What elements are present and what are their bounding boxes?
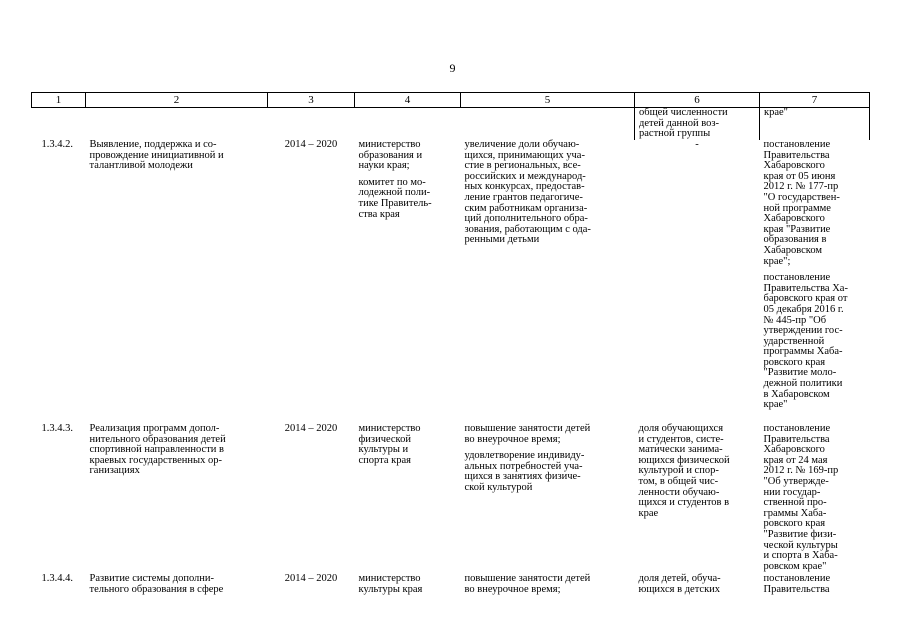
table-row xyxy=(32,574,870,604)
item-number: 1.3.4.4. xyxy=(41,573,73,584)
text-line: "Развитие физи- xyxy=(763,528,837,540)
text-line: культуры края xyxy=(358,583,423,595)
text-line: ющихся в детских xyxy=(638,583,721,595)
period: 2014 – 2020 xyxy=(284,139,338,150)
text-line: щихся и студентов в xyxy=(638,497,730,509)
item-number: 1.3.4.3. xyxy=(41,423,73,434)
text-line: повышение занятости детей xyxy=(464,423,591,434)
text-line: ровского края xyxy=(763,356,826,368)
text-line: постановление xyxy=(763,423,831,434)
indicator xyxy=(635,574,760,604)
text-line: края "Развитие xyxy=(763,223,831,235)
header-col-7: 7 xyxy=(760,93,870,108)
text-line: увеличение доли обучаю- xyxy=(464,139,580,150)
text-line: ударственной xyxy=(763,335,825,347)
program-table xyxy=(31,92,870,604)
text-line: общей численности xyxy=(639,107,728,118)
text-line: талантливой молодежи xyxy=(89,160,193,172)
text-line: "О государствен- xyxy=(763,191,840,203)
text-line: комитет по мо- xyxy=(358,176,426,188)
text-line: ровском крае" xyxy=(763,560,827,572)
text-line: ций дополнительного обра- xyxy=(464,213,588,225)
item-number: 1.3.4.2. xyxy=(41,139,73,150)
text-line: Правительства xyxy=(763,583,830,595)
text-line: щихся, принимающих уча- xyxy=(464,149,585,161)
text-line: доля детей, обуча- xyxy=(638,573,721,584)
text-line: министерство xyxy=(358,139,421,150)
continuation-basis xyxy=(760,108,870,141)
header-col-3: 3 xyxy=(268,93,355,108)
text-line: ганизациях xyxy=(89,465,140,477)
text-line: физической xyxy=(358,433,411,445)
text-line: крае" xyxy=(764,107,788,118)
text-line: постановление xyxy=(763,573,831,584)
header-col-6: 6 xyxy=(635,93,760,108)
text-line: ской культурой xyxy=(464,481,533,493)
text-line: граммы Хаба- xyxy=(763,507,827,519)
text-line: края от 05 июня xyxy=(763,170,836,182)
text-line: ленности обучаю- xyxy=(638,486,720,498)
text-line: и спорта в Хаба- xyxy=(763,550,838,562)
text-line: постановление xyxy=(763,272,831,284)
table-row xyxy=(32,424,870,574)
text-line: дежной политики xyxy=(763,378,843,390)
text-line: доля обучающихся xyxy=(638,423,724,434)
text-line: Хабаровского xyxy=(763,444,825,456)
text-line: программы Хаба- xyxy=(763,346,843,358)
expected-result xyxy=(461,574,635,604)
text-line: образования в xyxy=(763,234,827,246)
indicator xyxy=(635,140,760,424)
continuation-indicator xyxy=(635,108,760,141)
executor xyxy=(355,140,461,424)
header-col-5: 5 xyxy=(461,93,635,108)
text-line: "Об утвержде- xyxy=(763,475,829,487)
text-line: альных потребностей уча- xyxy=(464,460,583,472)
page-number: 9 xyxy=(449,61,456,75)
text-line: ровского края xyxy=(763,518,826,530)
legal-basis xyxy=(760,574,870,604)
measure-name xyxy=(86,424,268,574)
text-line: ных конкурсах, предостав- xyxy=(464,181,585,193)
measure-name xyxy=(86,140,268,424)
text-line: утверждении гос- xyxy=(763,325,843,337)
text-line: - xyxy=(695,139,699,150)
text-line: Реализация программ допол- xyxy=(89,423,220,434)
text-line: Хабаровского xyxy=(763,213,825,225)
text-line: Хабаровского xyxy=(763,160,825,172)
text-line: матически занима- xyxy=(638,444,723,456)
text-line: зования, работающим с ода- xyxy=(464,223,591,235)
text-line: Правительства xyxy=(763,149,830,161)
text-line: ственной про- xyxy=(763,497,827,509)
text-line: щихся в занятиях физиче- xyxy=(464,471,581,483)
text-line: ренными детьми xyxy=(464,234,540,246)
header-col-2: 2 xyxy=(86,93,268,108)
text-line: растной группы xyxy=(639,128,711,140)
legal-basis xyxy=(760,140,870,424)
text-line: краевых государственных ор- xyxy=(89,454,222,466)
text-line: Выявление, поддержка и со- xyxy=(89,139,217,150)
text-line: ющихся физической xyxy=(638,454,730,466)
executor xyxy=(355,574,461,604)
table-row xyxy=(32,140,870,424)
text-line: Правительства xyxy=(763,433,830,445)
text-line: детей данной воз- xyxy=(639,117,720,129)
period: 2014 – 2020 xyxy=(284,423,338,434)
text-line: том, в общей чис- xyxy=(638,475,719,487)
executor xyxy=(355,424,461,574)
text-line: Правительства Ха- xyxy=(763,282,848,294)
text-line: образования и xyxy=(358,149,423,161)
text-line: ной программе xyxy=(763,202,831,214)
legal-basis xyxy=(760,424,870,574)
text-line: крае xyxy=(638,507,659,519)
text-line: спорта края xyxy=(358,454,411,466)
expected-result xyxy=(461,424,635,574)
header-col-1: 1 xyxy=(32,93,86,108)
period: 2014 – 2020 xyxy=(284,573,338,584)
text-line: науки края; xyxy=(358,160,410,172)
text-line: лодежной поли- xyxy=(358,187,431,199)
text-line: постановление xyxy=(763,139,831,150)
text-line: тельного образования в сфере xyxy=(89,583,224,595)
text-line: во внеурочное время; xyxy=(464,583,561,595)
text-line: № 445-пр "Об xyxy=(763,314,827,326)
text-line: министерство xyxy=(358,423,421,434)
expected-result xyxy=(461,140,635,424)
text-line: в Хабаровском xyxy=(763,388,830,400)
text-line: культурой и спор- xyxy=(638,465,719,477)
text-line: 2012 г. № 169-пр xyxy=(763,465,839,477)
measure-name xyxy=(86,574,268,604)
text-line: стие в региональных, все- xyxy=(464,160,581,172)
text-line: провождение инициативной и xyxy=(89,149,224,161)
text-line: во внеурочное время; xyxy=(464,433,561,445)
text-line: 2012 г. № 177-пр xyxy=(763,181,839,193)
text-line: ческой культуры xyxy=(763,539,838,551)
text-line: министерство xyxy=(358,573,421,584)
text-line: повышение занятости детей xyxy=(464,573,591,584)
text-line: удовлетворение индивиду- xyxy=(464,450,585,462)
text-line: и студентов, систе- xyxy=(638,433,724,445)
text-line: 05 декабря 2016 г. xyxy=(763,303,844,315)
text-line: края от 24 мая xyxy=(763,454,828,466)
text-line: спортивной направленности в xyxy=(89,444,225,456)
header-col-4: 4 xyxy=(355,93,461,108)
text-line: ление грантов педагогиче- xyxy=(464,191,583,203)
text-line: ства края xyxy=(358,208,400,220)
text-line: ским работникам организа- xyxy=(464,202,588,214)
indicator xyxy=(635,424,760,574)
text-line: крае"; xyxy=(763,255,791,267)
text-line: нительного образования детей xyxy=(89,433,226,445)
header-row xyxy=(32,93,870,108)
text-line: баровского края от xyxy=(763,293,848,305)
text-line: крае" xyxy=(763,399,788,411)
text-line: тике Правитель- xyxy=(358,197,432,209)
text-line: нии государ- xyxy=(763,486,821,498)
text-line: "Развитие моло- xyxy=(763,367,837,379)
text-line: культуры и xyxy=(358,444,409,456)
text-line: российских и международ- xyxy=(464,170,586,182)
text-line: Развитие системы дополни- xyxy=(89,573,215,584)
continuation-row xyxy=(32,108,870,141)
text-line: Хабаровском xyxy=(763,244,823,256)
